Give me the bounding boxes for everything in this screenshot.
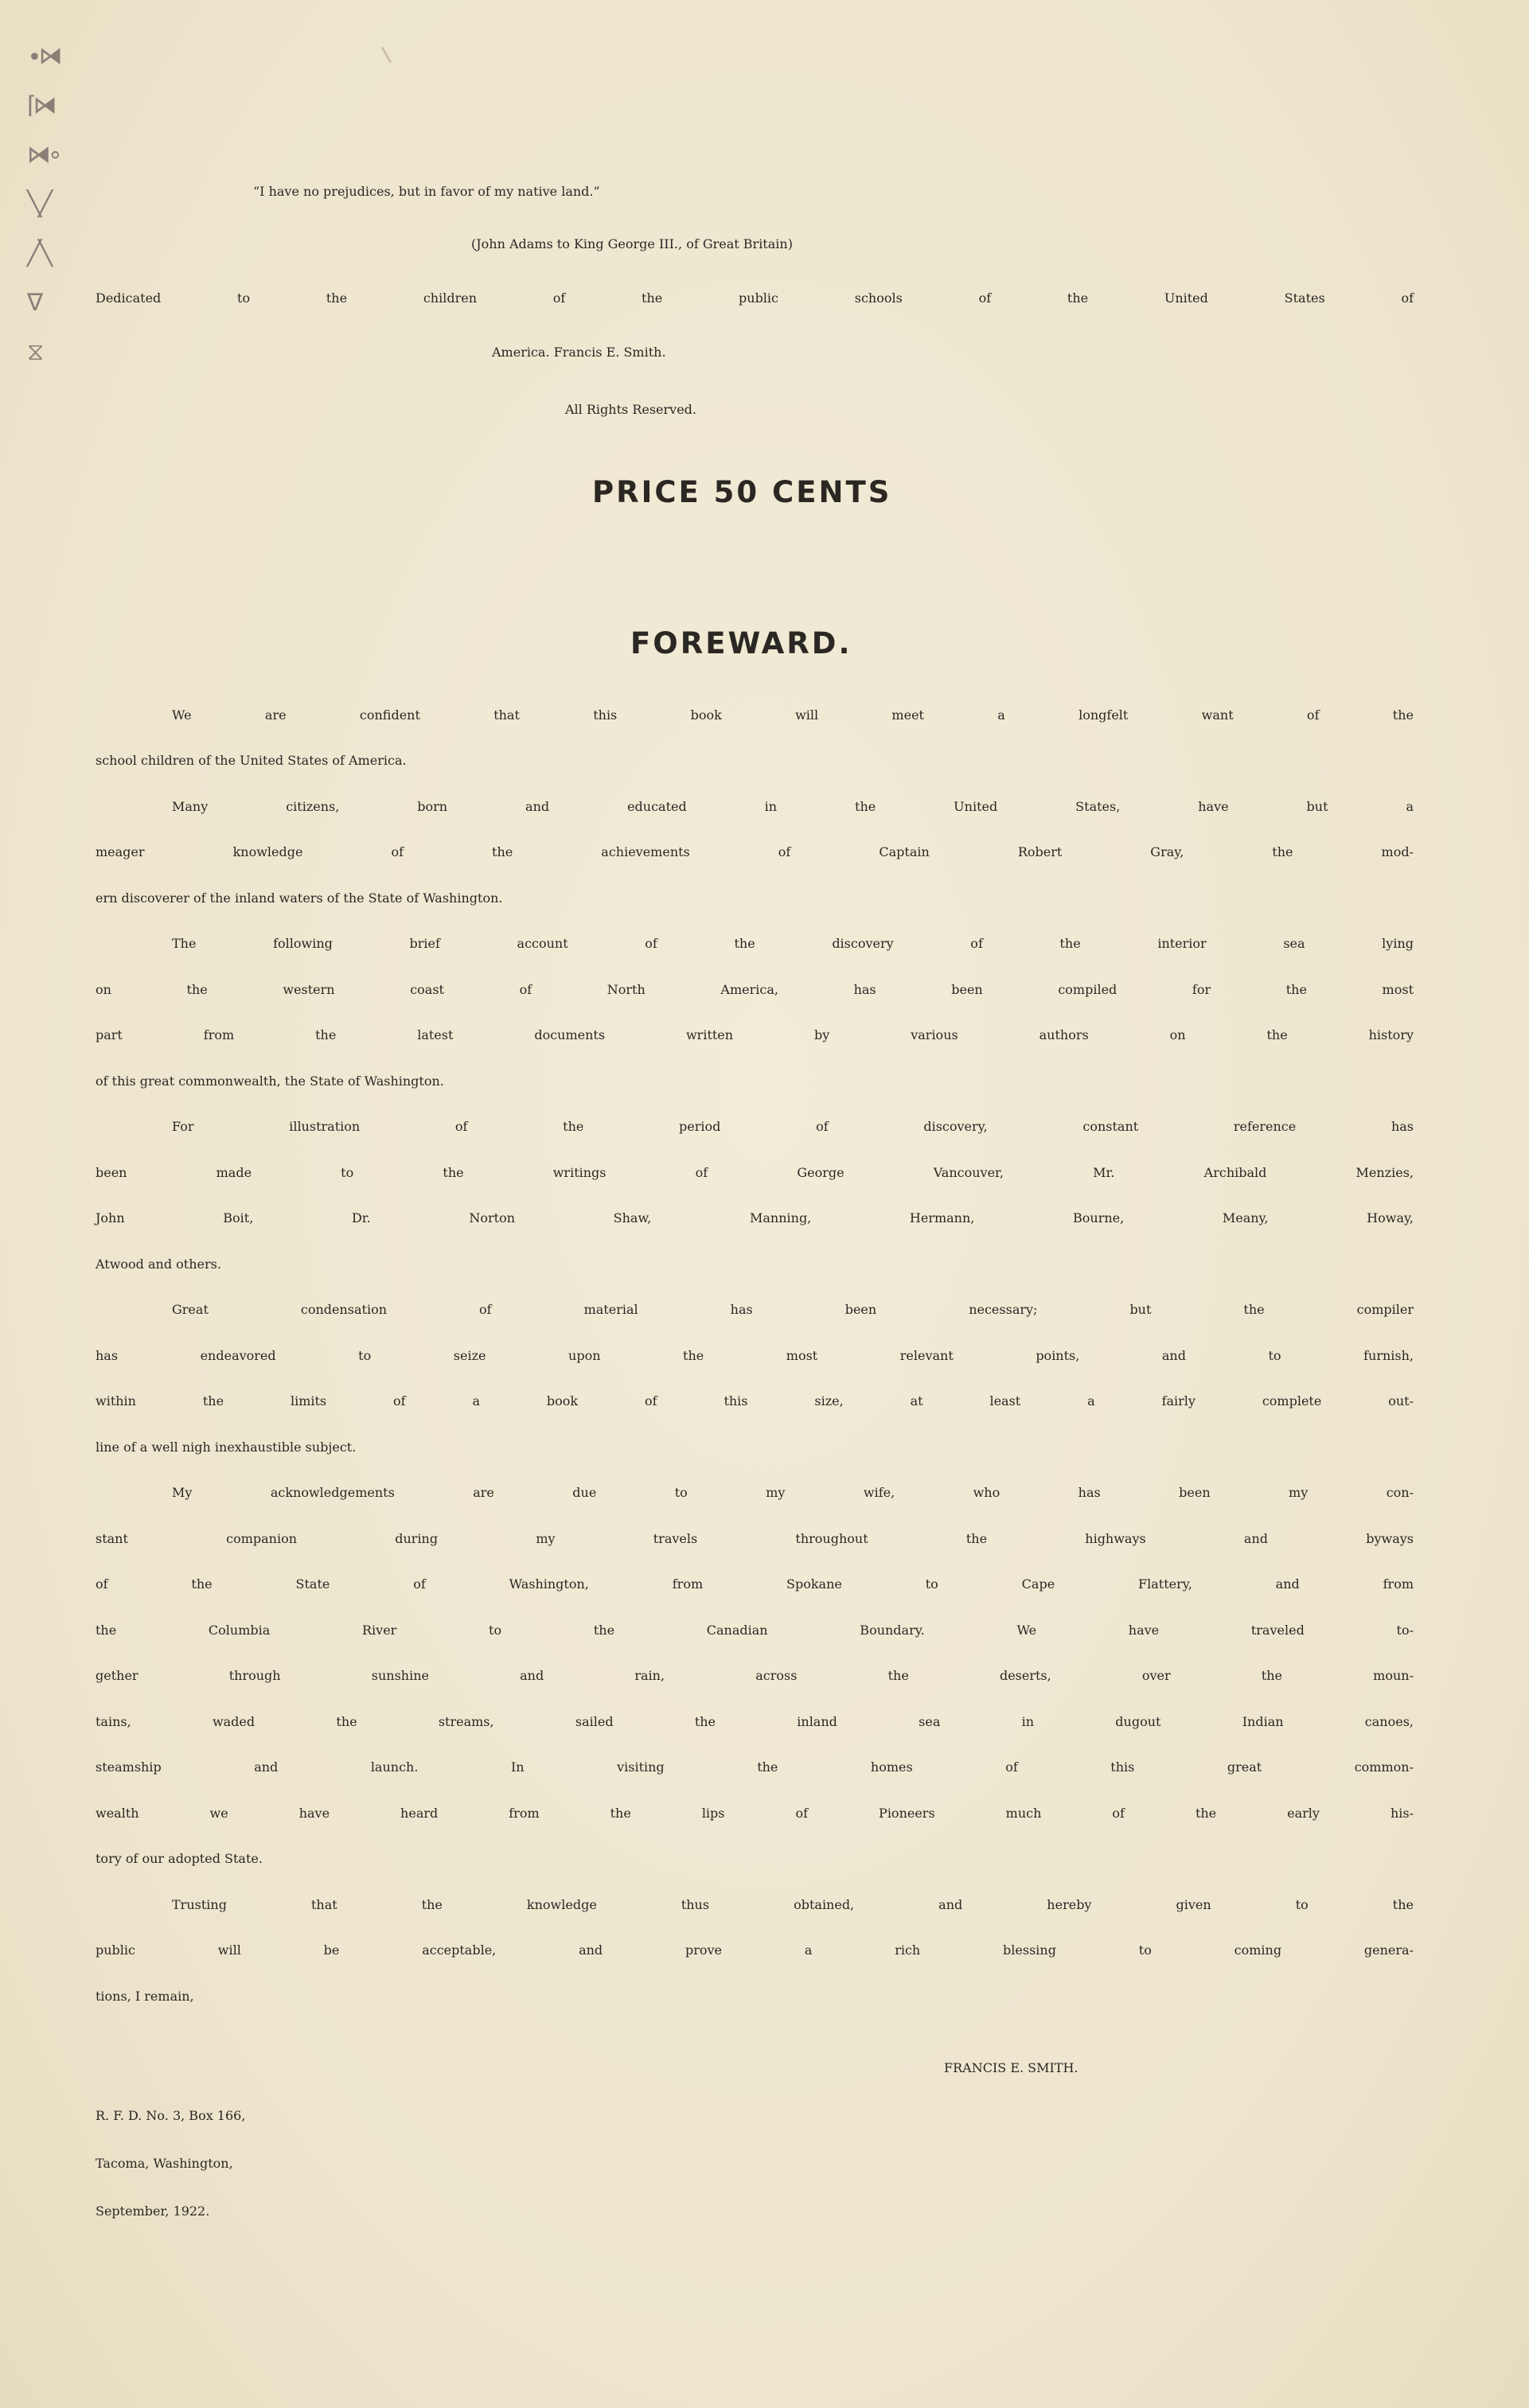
foreword-line: tions, I remain,	[96, 1989, 194, 2004]
foreword-line: My acknowledgements are due to my wife, who has been my con-	[172, 1485, 1414, 1500]
foreword-line: We are confident that this book will meet a longfelt want of the	[172, 707, 1414, 723]
foreword-line: the Columbia River to the Canadian Boundary. We have traveled to-	[96, 1623, 1414, 1638]
foreword-line: on the western coast of North America, has been compiled for the most	[96, 982, 1414, 997]
foreword-line: Trusting that the knowledge thus obtained, and hereby given to the	[172, 1897, 1414, 1912]
foreword-line: Atwood and others.	[96, 1257, 221, 1272]
foreword-line: The following brief account of the discovery of the interior sea lying	[172, 936, 1414, 951]
foreword-line: public will be acceptable, and prove a rich blessing to coming genera-	[96, 1942, 1414, 1958]
foreword-line: Great condensation of material has been necessary; but the compiler	[172, 1302, 1414, 1317]
foreword-line: been made to the writings of George Vancouver, Mr. Archibald Menzies,	[96, 1165, 1414, 1180]
foreword-line: has endeavored to seize upon the most relevant points, and to furnish,	[96, 1348, 1414, 1363]
foreword-line: line of a well nigh inexhaustible subject.	[96, 1440, 357, 1455]
foreword-line: tains, waded the streams, sailed the inland sea in dugout Indian canoes,	[96, 1714, 1414, 1729]
foreword-line: gether through sunshine and rain, across the deserts, over the moun-	[96, 1668, 1414, 1683]
foreword-line: For illustration of the period of discovery, constant reference has	[172, 1119, 1414, 1134]
foreword-line: ern discoverer of the inland waters of the State of Washington.	[96, 890, 503, 906]
foreword-line: part from the latest documents written by various authors on the history	[96, 1027, 1414, 1042]
foreword-line: of this great commonwealth, the State of Washington.	[96, 1073, 444, 1089]
paper-speck	[381, 47, 392, 64]
foreword-line: tory of our adopted State.	[96, 1851, 263, 1866]
foreword-line: school children of the United States of America.	[96, 753, 407, 768]
foreword-line: of the State of Washington, from Spokane to Cape Flattery, and from	[96, 1576, 1414, 1592]
dedication-line-1: Dedicated to the children of the public schools of the United States of	[96, 290, 1414, 306]
epigraph-attribution: (John Adams to King George III., of Great Britain)	[471, 236, 793, 251]
rights-notice: All Rights Reserved.	[565, 402, 696, 417]
price-notice: PRICE 50 CENTS	[592, 475, 892, 509]
foreword-line: Many citizens, born and educated in the United States, have but a	[172, 799, 1414, 814]
address-line-2: Tacoma, Washington,	[96, 2156, 233, 2171]
foreword-line: meager knowledge of the achievements of Captain Robert Gray, the mod-	[96, 844, 1414, 859]
foreword-line: within the limits of a book of this size, at least a fairly complete out-	[96, 1393, 1414, 1409]
margin-handwriting-marks: ∙⧒ ⌈⧒ ⧒∘ ╲╱ ╱╲ ∇ ⧖	[27, 42, 60, 366]
address-line-1: R. F. D. No. 3, Box 166,	[96, 2108, 246, 2123]
foreword-line: steamship and launch. In visiting the homes of this great common-	[96, 1759, 1414, 1775]
epigraph-quote: “I have no prejudices, but in favor of my native land.”	[253, 184, 600, 199]
dedication-line-2: America. Francis E. Smith.	[492, 345, 666, 360]
foreword-line: wealth we have heard from the lips of Pioneers much of the early his-	[96, 1806, 1414, 1821]
foreword-heading: FOREWARD.	[630, 626, 852, 660]
foreword-line: stant companion during my travels throughout the highways and byways	[96, 1531, 1414, 1546]
foreword-line: John Boit, Dr. Norton Shaw, Manning, Hermann, Bourne, Meany, Howay,	[96, 1210, 1414, 1225]
author-signature: FRANCIS E. SMITH.	[944, 2060, 1078, 2075]
address-date: September, 1922.	[96, 2203, 210, 2219]
